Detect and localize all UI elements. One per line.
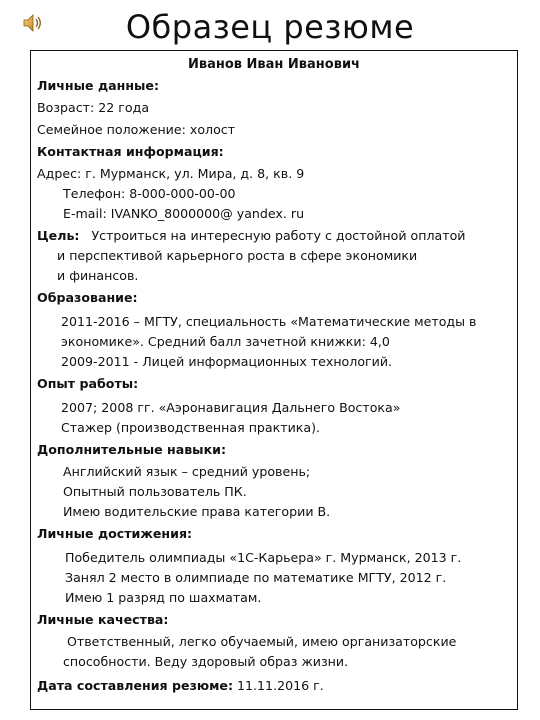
experience-line2: Стажер (производственная практика). <box>61 420 321 435</box>
contacts-address: Адрес: г. Мурманск, ул. Мира, д. 8, кв. 9 <box>37 166 305 181</box>
personal-heading: Личные данные: <box>37 78 159 93</box>
date-label: Дата составления резюме: <box>37 678 233 693</box>
goal-heading: Цель: <box>37 228 80 243</box>
achievements-line1: Победитель олимпиады «1С-Карьера» г. Мурманск, 2013 г. <box>65 550 462 565</box>
qualities-heading: Личные качества: <box>37 612 169 627</box>
personal-age: Возраст: 22 года <box>37 100 150 115</box>
experience-line1: 2007; 2008 гг. «Аэронавигация Дальнего Востока» <box>61 400 401 415</box>
goal-line3: и финансов. <box>57 268 139 283</box>
goal-line2: и перспективой карьерного роста в сфере экономики <box>57 248 418 263</box>
resume-card <box>30 50 518 710</box>
contacts-heading: Контактная информация: <box>37 144 224 159</box>
page-title: Образец резюме <box>125 8 415 46</box>
skills-line3: Имею водительские права категории В. <box>63 504 331 519</box>
experience-heading: Опыт работы: <box>37 376 139 391</box>
skills-line1: Английский язык – средний уровень; <box>63 464 311 479</box>
education-heading: Образование: <box>37 290 138 305</box>
achievements-line2: Занял 2 место в олимпиаде по математике МГТУ, 2012 г. <box>65 570 447 585</box>
skills-heading: Дополнительные навыки: <box>37 442 226 457</box>
date-value: 11.11.2016 г. <box>237 678 324 693</box>
skills-line2: Опытный пользователь ПК. <box>63 484 247 499</box>
contacts-phone: Телефон: 8-000-000-00-00 <box>63 186 236 201</box>
goal-line1-row <box>37 226 466 246</box>
qualities-line2: способности. Веду здоровый образ жизни. <box>63 654 349 669</box>
personal-marital: Семейное положение: холост <box>37 122 236 137</box>
education-line1: 2011-2016 – МГТУ, специальность «Математические методы в <box>61 314 477 329</box>
date-row <box>37 676 324 696</box>
education-line2: экономике». Средний балл зачетной книжки: 4,0 <box>61 334 390 349</box>
qualities-line1: Ответственный, легко обучаемый, имею организаторские <box>67 634 457 649</box>
education-line3: 2009-2011 - Лицей информационных технологий. <box>61 354 393 369</box>
goal-line1: Устроиться на интересную работу с достойной оплатой <box>91 228 466 243</box>
resume-name: Иванов Иван Иванович <box>188 57 360 72</box>
achievements-line3: Имею 1 разряд по шахматам. <box>65 590 262 605</box>
achievements-heading: Личные достижения: <box>37 526 193 541</box>
contacts-email: E-mail: IVANKO_8000000@ yandex. ru <box>63 206 305 221</box>
